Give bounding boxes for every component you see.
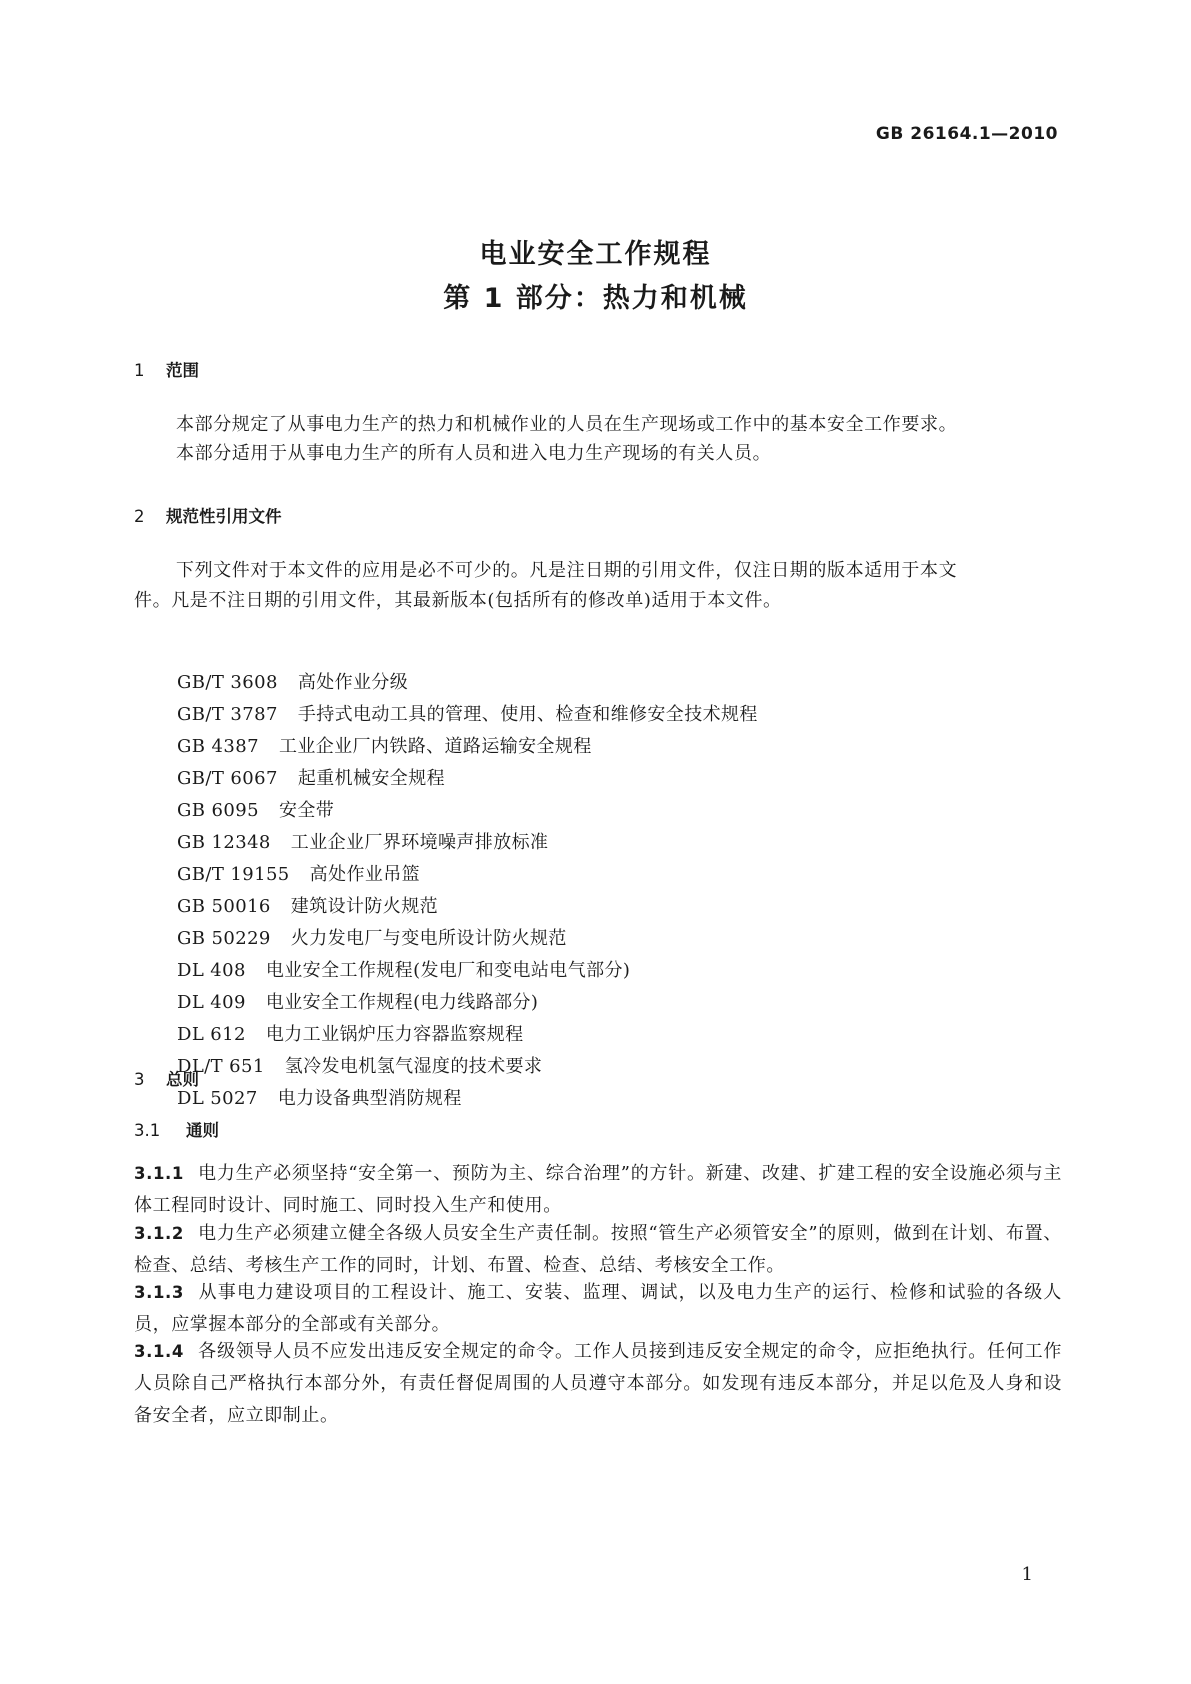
reference-item	[177, 859, 758, 891]
clause-text: 从事电力建设项目的工程设计、施工、安装、监理、调试，以及电力生产的运行、检修和试验的各级人员，应掌握本部分的全部或有关部分。	[134, 1282, 1062, 1335]
reference-item	[177, 795, 758, 827]
reference-code: DL 408	[177, 960, 246, 981]
section-number: 2	[134, 507, 145, 526]
section-3-heading	[134, 1066, 199, 1090]
reference-item	[177, 1083, 758, 1115]
clause-number: 3.1.2	[134, 1224, 184, 1243]
section-title: 范围	[166, 361, 199, 380]
section-title: 规范性引用文件	[166, 507, 282, 526]
clause-number: 3.1.3	[134, 1283, 184, 1302]
reference-code: GB/T 3787	[177, 704, 278, 725]
paragraph: 下列文件对于本文件的应用是必不可少的。凡是注日期的引用文件，仅注日期的版本适用于本文	[176, 560, 958, 581]
reference-item	[177, 1051, 758, 1083]
reference-code: GB/T 6067	[177, 768, 278, 789]
reference-title: 工业企业厂界环境噪声排放标准	[290, 832, 549, 853]
reference-code: GB 50016	[177, 896, 271, 917]
reference-title: 电业安全工作规程(电力线路部分)	[265, 992, 539, 1013]
reference-item	[177, 891, 758, 923]
subsection-3-1-heading	[134, 1117, 219, 1141]
reference-item	[177, 827, 758, 859]
standard-number: GB 26164.1—2010	[875, 124, 1058, 144]
reference-code: GB/T 3608	[177, 672, 278, 693]
reference-item	[177, 987, 758, 1019]
section-title: 总则	[166, 1070, 199, 1089]
reference-code: GB 6095	[177, 800, 259, 821]
reference-title: 火力发电厂与变电所设计防火规范	[290, 928, 567, 949]
normative-references-list	[177, 667, 758, 1115]
clause-3-1-1	[134, 1158, 1062, 1222]
reference-code: GB 12348	[177, 832, 271, 853]
paragraph: 本部分适用于从事电力生产的所有人员和进入电力生产现场的有关人员。	[176, 443, 772, 464]
paragraph: 本部分规定了从事电力生产的热力和机械作业的人员在生产现场或工作中的基本安全工作要求。	[176, 414, 958, 435]
reference-title: 建筑设计防火规范	[290, 896, 438, 917]
clause-text: 电力生产必须坚持“安全第一、预防为主、综合治理”的方针。新建、改建、扩建工程的安全设施必须与主体工程同时设计、同时施工、同时投入生产和使用。	[134, 1163, 1062, 1216]
clause-number: 3.1.1	[134, 1164, 184, 1183]
paragraph: 件。凡是不注日期的引用文件，其最新版本(包括所有的修改单)适用于本文件。	[134, 590, 782, 611]
reference-code: DL 409	[177, 992, 246, 1013]
section-1-heading	[134, 357, 199, 381]
clause-3-1-4	[134, 1336, 1062, 1432]
reference-title: 手持式电动工具的管理、使用、检查和维修安全技术规程	[297, 704, 758, 725]
clause-3-1-3	[134, 1277, 1062, 1341]
reference-code: DL 5027	[177, 1088, 258, 1109]
reference-item	[177, 923, 758, 955]
section-number: 3	[134, 1070, 145, 1089]
reference-item	[177, 955, 758, 987]
clause-text: 电力生产必须建立健全各级人员安全生产责任制。按照“管生产必须管安全”的原则，做到在计划、布置、检查、总结、考核生产工作的同时，计划、布置、检查、总结、考核安全工作。	[134, 1223, 1062, 1276]
reference-title: 工业企业厂内铁路、道路运输安全规程	[278, 736, 592, 757]
reference-code: DL/T 651	[177, 1056, 265, 1077]
reference-title: 电力工业锅炉压力容器监察规程	[265, 1024, 524, 1045]
reference-item	[177, 731, 758, 763]
reference-title: 氢冷发电机氢气湿度的技术要求	[284, 1056, 543, 1077]
reference-title: 安全带	[278, 800, 335, 821]
reference-item	[177, 667, 758, 699]
reference-code: GB 50229	[177, 928, 271, 949]
reference-title: 高处作业分级	[297, 672, 409, 693]
section-2-heading	[134, 503, 282, 527]
reference-code: GB/T 19155	[177, 864, 290, 885]
reference-title: 高处作业吊篮	[309, 864, 421, 885]
clause-3-1-2	[134, 1218, 1062, 1282]
subsection-number: 3.1	[134, 1121, 161, 1140]
document-title: 电业安全工作规程	[479, 239, 712, 270]
document-subtitle: 第 1 部分：热力和机械	[443, 283, 748, 314]
reference-title: 起重机械安全规程	[297, 768, 446, 789]
page-number: 1	[1021, 1564, 1033, 1585]
reference-title: 电业安全工作规程(发电厂和变电站电气部分)	[265, 960, 631, 981]
clause-number: 3.1.4	[134, 1342, 184, 1361]
reference-item	[177, 1019, 758, 1051]
subsection-title: 通则	[186, 1121, 219, 1140]
reference-item	[177, 763, 758, 795]
reference-code: DL 612	[177, 1024, 246, 1045]
reference-title: 电力设备典型消防规程	[277, 1088, 462, 1109]
clause-text: 各级领导人员不应发出违反安全规定的命令。工作人员接到违反安全规定的命令，应拒绝执行。任何工作人员除自己严格执行本部分外，有责任督促周围的人员遵守本部分。如发现有违反本部分，并足以危及人身和设备安全者，应立即制止。	[134, 1341, 1062, 1426]
reference-item	[177, 699, 758, 731]
reference-code: GB 4387	[177, 736, 259, 757]
section-number: 1	[134, 361, 145, 380]
